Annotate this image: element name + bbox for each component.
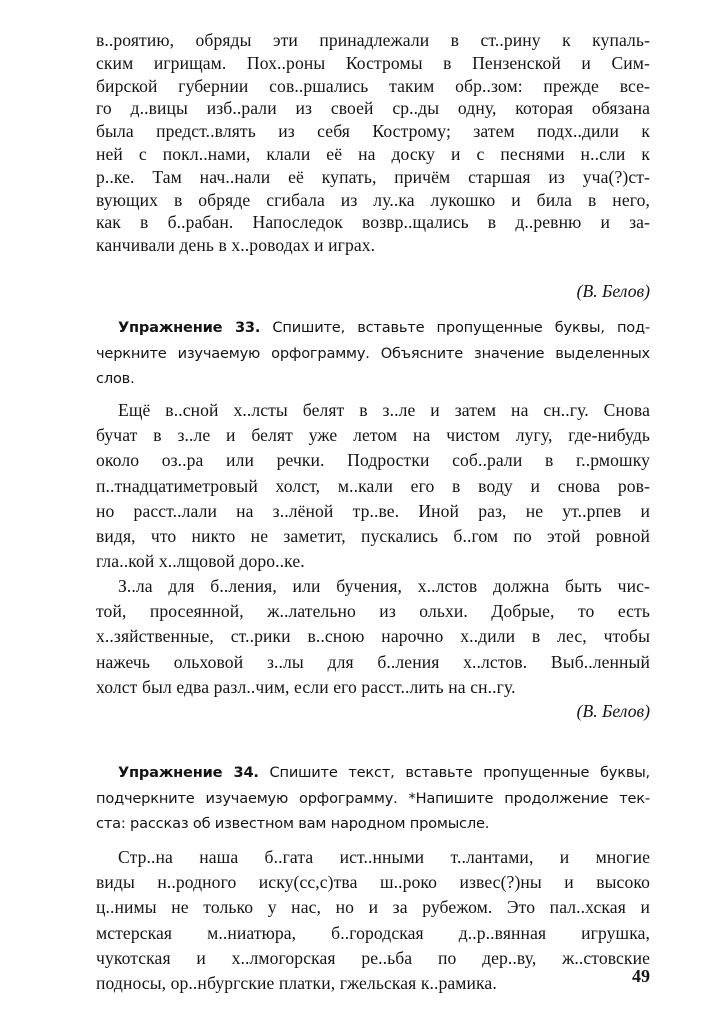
text-line: холст был едва разл..чим, если его расст..лить на сн..гу.: [96, 676, 516, 697]
text-line: канчивали день в х..роводах и играх.: [96, 235, 376, 256]
text-line: р..ке. Там нач..нали её купать, причём старшая из уча(?)ст-: [96, 166, 650, 187]
text-line: мстерская м..ниатюра, б..городская д..р..вянная игрушка,: [96, 922, 650, 943]
exercise-33-title: Упражнение 33.: [118, 319, 261, 336]
text-line: ским игрищам. Пох..роны Костромы в Пензенской и Сим-: [96, 52, 650, 73]
author-credit: (В. Белов): [576, 701, 650, 721]
exercise-33-first-line: [96, 315, 650, 341]
exercise-34-paragraph: [96, 845, 650, 996]
text-line: подносы, ор..нбургские платки, гжельская к..рамика.: [96, 973, 497, 994]
text-line: ней с покл..нами, клали её на доску и с песнями н..сли к: [96, 143, 650, 164]
text-line: была предст..влять из себя Кострому; затем подх..дили к: [96, 121, 650, 142]
text-line: ц..нимы не только у нас, но и за рубежом. Это пал..хская и: [96, 897, 650, 918]
text-line: Ещё в..сной х..лсты белят в з..ле и затем на сн..гу. Снова: [118, 400, 650, 420]
text-line: как в б..рабан. Напоследок возвр..щались в д..ревню и за-: [96, 212, 650, 233]
text-line: вующих в обряде сгибала из лу..ка лукошко и била в него,: [96, 189, 650, 210]
text-line: видя, что никто не заметит, пускались б..гом по этой ровной: [96, 526, 650, 547]
author-credit: (В. Белов): [576, 281, 650, 301]
text-line: З..ла для б..ления, или бучения, х..лстов должна быть чис-: [118, 576, 650, 596]
text-line: го д..вицы изб..рали из своей ср..ды одну, которая обязана: [96, 98, 650, 119]
text-line: бучат в з..ле и белят уже летом на чистом лугу, где-нибудь: [96, 425, 650, 446]
text-line: виды н..родного иску(сс,с)тва ш..роко извес(?)ны и высоко: [96, 872, 650, 893]
text-line: бирской губернии сов..ршались таким обр..зом: прежде все-: [96, 75, 650, 96]
exercise-34-instructions: [96, 760, 650, 837]
text-line: х..зяйственные, ст..рики в..сною нарочно х..дили в лес, чтобы: [96, 626, 650, 647]
instruction-line: Спишите текст, вставьте пропущенные буквы,: [258, 764, 650, 781]
text-line: нажечь ольховой з..лы для б..ления х..лстов. Выб..ленный: [96, 651, 650, 672]
text-line: той, просеянной, ж..лательно из ольхи. Добрые, то есть: [96, 601, 650, 622]
exercise-33-instructions: [96, 315, 650, 392]
page-number: 49: [632, 966, 650, 986]
exercise-34-first-line: [96, 760, 650, 786]
exercise-33-paragraph-1: [96, 398, 650, 574]
text-line: в..роятию, обряды эти принадлежали в ст..рину к купаль-: [96, 30, 650, 50]
instruction-line: Спишите, вставьте пропущенные буквы, под-: [260, 319, 650, 336]
text-line: чукотская и х..лмогорская ре..ьба по дер..ву, ж..стовские: [96, 947, 650, 968]
exercise-34-title: Упражнение 34.: [118, 764, 259, 781]
instruction-line: слов.: [96, 370, 135, 387]
text-line: но расст..лали на з..лёной тр..ве. Иной раз, не ут..рпев и: [96, 500, 650, 521]
text-continuation: [96, 29, 650, 257]
instruction-line: подчеркните изучаемую орфограмму. *Напишите продолжение тек-: [96, 789, 650, 807]
text-line: около оз..ра или речки. Подростки соб..рали в г..рмошку: [96, 450, 650, 471]
instruction-line: ста: рассказ об известном вам народном промысле.: [96, 815, 490, 832]
exercise-33-paragraph-2: [96, 574, 650, 700]
text-line: п..тнадцатиметровый холст, м..кали его в воду и снова ров-: [96, 475, 650, 496]
text-line: гла..кой х..лщовой доро..ке.: [96, 551, 305, 572]
text-line: Стр..на наша б..гата ист..нными т..лантами, и многие: [118, 847, 650, 867]
instruction-line: черкните изучаемую орфограмму. Объясните значение выделенных: [96, 344, 650, 362]
